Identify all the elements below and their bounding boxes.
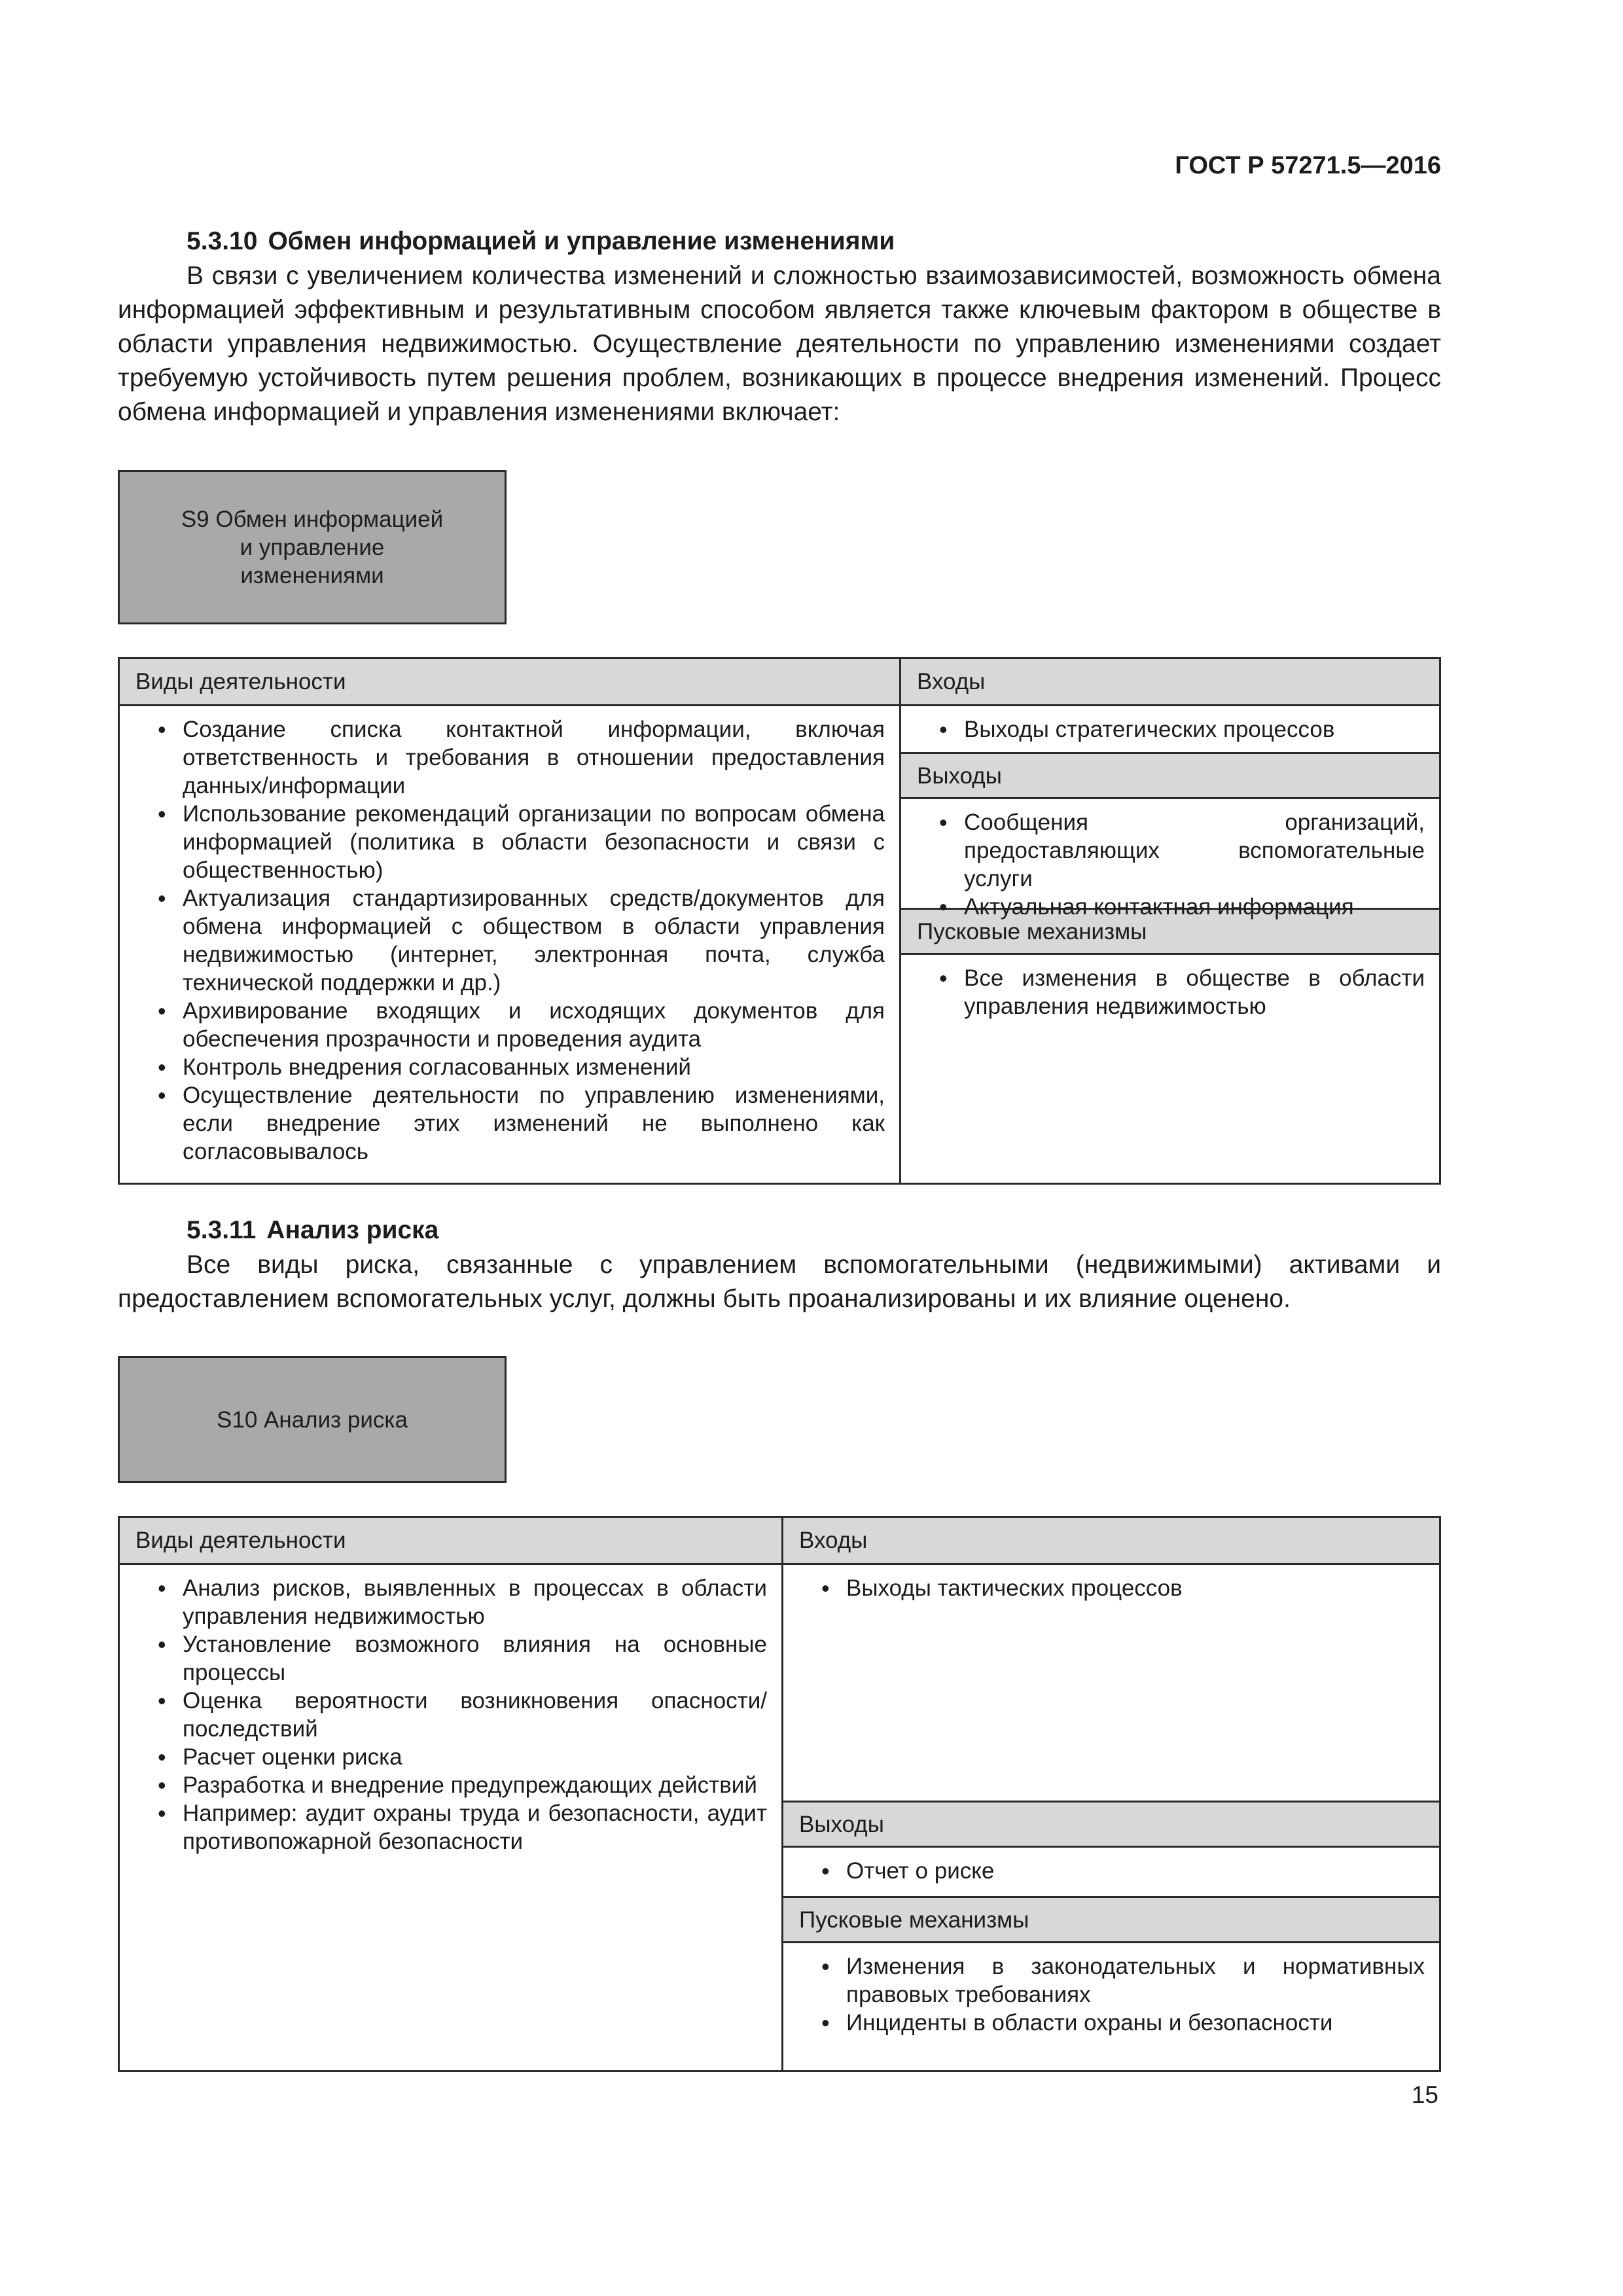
list-item: • Анализ рисков, выявленных в процессах в области управления недвижимостью xyxy=(158,1574,767,1630)
process-box-s9 xyxy=(118,470,507,624)
section-title xyxy=(187,1213,1441,1248)
activities-header: Виды деятельности xyxy=(120,659,899,706)
activities-column xyxy=(120,659,901,1183)
list-item: • Выходы стратегических процессов xyxy=(939,715,1425,744)
io-column xyxy=(901,659,1439,1183)
list-item: • Все изменения в обществе в области управления недвижимостью xyxy=(939,964,1425,1020)
list-item: • Контроль внедрения согласованных изменений xyxy=(158,1053,885,1081)
triggers-cell xyxy=(783,1943,1439,2046)
section-number: 5.3.11 xyxy=(187,1216,257,1244)
inputs-cell xyxy=(901,706,1439,752)
inputs-cell xyxy=(783,1565,1439,1801)
inputs-header: Входы xyxy=(783,1518,1439,1565)
process-box-line: S9 Обмен информацией xyxy=(181,506,444,532)
process-box-line: S10 Анализ риска xyxy=(217,1407,408,1433)
section-5-3-11 xyxy=(118,1213,1441,1316)
section-5-3-10 xyxy=(118,224,1441,429)
process-box-s10 xyxy=(118,1356,507,1483)
outputs-cell xyxy=(783,1848,1439,1896)
process-box-line: изменениями xyxy=(240,562,384,588)
list-item: • Актуализация стандартизированных средств/документов для обмена информацией с обществом в области управления недвижимостью (интернет, электронная почта, служба технической поддержки и др.) xyxy=(158,884,885,997)
triggers-header: Пусковые механизмы xyxy=(901,908,1439,955)
outputs-cell xyxy=(901,799,1439,920)
list-item: • Инциденты в области охраны и безопасности xyxy=(821,2009,1425,2037)
list-item: • Осуществление деятельности по управлению изменениями, если внедрение этих изменений не выполнено как согласовывалось xyxy=(158,1081,885,1166)
list-item: • Оценка вероятности возникновения опасности/последствий xyxy=(158,1687,767,1743)
list-item: • Расчет оценки риска xyxy=(158,1743,767,1771)
list-item: • Сообщения организаций, предоставляющих вспомогательные услуги xyxy=(939,808,1425,893)
list-item: • Отчет о риске xyxy=(821,1857,1425,1885)
document-code: ГОСТ Р 57271.5—2016 xyxy=(1175,152,1441,179)
activities-list xyxy=(158,1574,767,1856)
section-title-text: Обмен информацией и управление изменениями xyxy=(268,227,895,255)
section-paragraph: Все виды риска, связанные с управлением вспомогательными (недвижимыми) активами и предоставлением вспомогательных услуг, должны быть проанализированы и их влияние оценено. xyxy=(118,1251,1441,1313)
activities-cell xyxy=(120,1565,781,1865)
io-column xyxy=(783,1518,1439,2070)
activities-list xyxy=(158,715,885,1166)
list-item: • Архивирование входящих и исходящих документов для обеспечения прозрачности и проведения аудита xyxy=(158,997,885,1053)
activities-header: Виды деятельности xyxy=(120,1518,781,1565)
list-item: • Выходы тактических процессов xyxy=(821,1574,1425,1602)
list-item: • Актуальная контактная информация xyxy=(939,893,1425,921)
process-box-line: и управление xyxy=(240,534,385,560)
section-title-text: Анализ риска xyxy=(266,1216,439,1244)
activity-table-s10 xyxy=(118,1516,1441,2072)
list-item: • Например: аудит охраны труда и безопасности, аудит противопожарной безопасности xyxy=(158,1799,767,1856)
section-title xyxy=(187,224,1441,259)
list-item: • Создание списка контактной информации, включая ответственность и требования в отношении предоставления данных/информации xyxy=(158,715,885,800)
activities-cell xyxy=(120,706,899,1175)
outputs-header: Выходы xyxy=(901,752,1439,799)
activities-column xyxy=(120,1518,783,2070)
list-item: • Изменения в законодательных и нормативных правовых требованиях xyxy=(821,1952,1425,2009)
inputs-header: Входы xyxy=(901,659,1439,706)
list-item: • Разработка и внедрение предупреждающих действий xyxy=(158,1771,767,1799)
section-number: 5.3.10 xyxy=(187,227,258,255)
activity-table-s9 xyxy=(118,657,1441,1185)
triggers-header: Пусковые механизмы xyxy=(783,1896,1439,1943)
page-number: 15 xyxy=(1411,2081,1438,2108)
section-paragraph: В связи с увеличением количества изменений и сложностью взаимозависимостей, возможность обмена информацией эффективным и результативным способом является также ключевым фактором в обществе в области управления недвижимостью. Осуществление деятельности по управлению изменениями создает требуемую устойчивость путем решения проблем, возникающих в процессе внедрения изменений. Процесс обмена информацией и управления изменениями включает: xyxy=(118,262,1441,426)
list-item: • Установление возможного влияния на основные процессы xyxy=(158,1630,767,1687)
list-item: • Использование рекомендаций организации по вопросам обмена информацией (политика в области безопасности и связи с общественностью) xyxy=(158,800,885,884)
triggers-cell xyxy=(901,955,1439,1030)
outputs-header: Выходы xyxy=(783,1801,1439,1848)
